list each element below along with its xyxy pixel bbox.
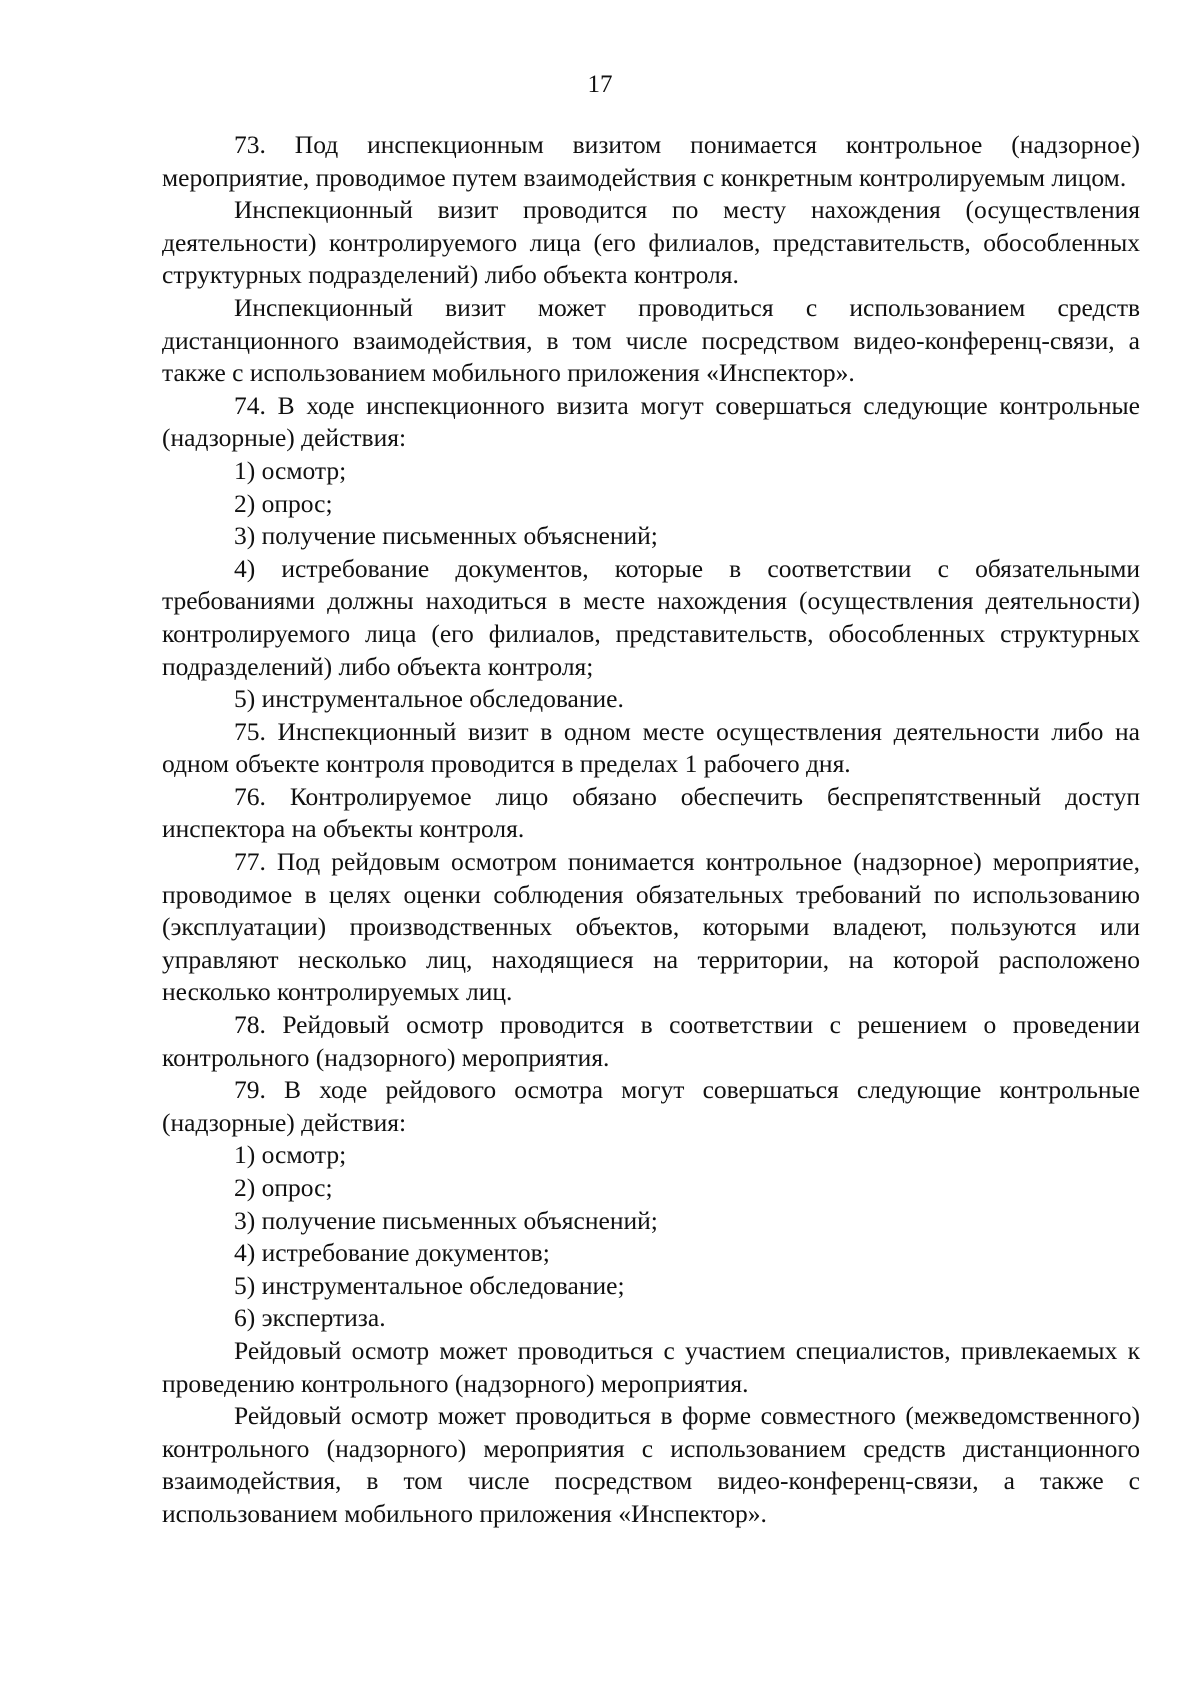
list-item-74-3: 3) получение письменных объяснений; xyxy=(234,521,658,551)
paragraph-73: 73. Под инспекционным визитом понимается контрольное (надзорное) мероприятие, проводимое путем взаимодействия с конкретным контролируемым лицом. xyxy=(162,130,1140,192)
paragraph-74: 74. В ходе инспекционного визита могут совершаться следующие контрольные (надзорные) действия: xyxy=(162,390,1140,453)
list-item-79-5: 5) инструментальное обследование; xyxy=(234,1270,625,1300)
paragraph-79-specialists: Рейдовый осмотр может проводиться с участием специалистов, привлекаемых к проведению контрольного (надзорного) мероприятия. xyxy=(162,1335,1140,1398)
list-item-74-2: 2) опрос; xyxy=(234,488,333,518)
paragraph-79: 79. В ходе рейдового осмотра могут совершаться следующие контрольные (надзорные) действия: xyxy=(162,1075,1140,1137)
page-number: 17 xyxy=(587,71,613,98)
list-item-79-2: 2) опрос; xyxy=(234,1173,333,1202)
list-item-74-4: 4) истребование документов, которые в соответствии с обязательными требованиями должны находиться в месте нахождения (осуществления деятельности) контролируемого лица (его филиалов, представительств, обособленных структурных подразделений) либо объекта контроля; xyxy=(162,553,1140,681)
list-item-79-4: 4) истребование документов; xyxy=(234,1238,550,1268)
list-item-79-6: 6) экспертиза. xyxy=(234,1303,386,1333)
list-item-74-5: 5) инструментальное обследование. xyxy=(234,684,624,714)
paragraph-77: 77. Под рейдовым осмотром понимается контрольное (надзорное) мероприятие, проводимое в целях оценки соблюдения обязательных требований по использованию (эксплуатации) производственных объектов, которыми владеют, пользуются или управляют несколько лиц, находящиеся на территории, на которой расположено несколько контролируемых лиц. xyxy=(162,847,1140,1007)
paragraph-73-remote: Инспекционный визит может проводиться с использованием средств дистанционного взаимодействия, в том числе посредством видео-конференц-связи, а также с использованием мобильного приложения «Инспектор». xyxy=(162,292,1140,388)
document-body xyxy=(162,129,1140,1531)
list-item-79-3: 3) получение письменных объяснений; xyxy=(234,1205,658,1235)
list-item-74-1: 1) осмотр; xyxy=(234,455,347,485)
paragraph-73-location: Инспекционный визит проводится по месту нахождения (осуществления деятельности) контролируемого лица (его филиалов, представительств, обособленных структурных подразделений) либо объекта контроля. xyxy=(162,195,1140,290)
paragraph-79-remote: Рейдовый осмотр может проводиться в форме совместного (межведомственного) контрольного (надзорного) мероприятия с использованием средств дистанционного взаимодействия, в том числе посредством видео-конференц-связи, а также с использованием мобильного приложения «Инспектор». xyxy=(162,1401,1140,1528)
paragraph-75: 75. Инспекционный визит в одном месте осуществления деятельности либо на одном объекте контроля проводится в пределах 1 рабочего дня. xyxy=(162,716,1140,779)
paragraph-76: 76. Контролируемое лицо обязано обеспечить беспрепятственный доступ инспектора на объекты контроля. xyxy=(162,781,1140,844)
list-item-79-1: 1) осмотр; xyxy=(234,1140,347,1170)
paragraph-78: 78. Рейдовый осмотр проводится в соответствии с решением о проведении контрольного (надзорного) мероприятия. xyxy=(162,1010,1140,1072)
